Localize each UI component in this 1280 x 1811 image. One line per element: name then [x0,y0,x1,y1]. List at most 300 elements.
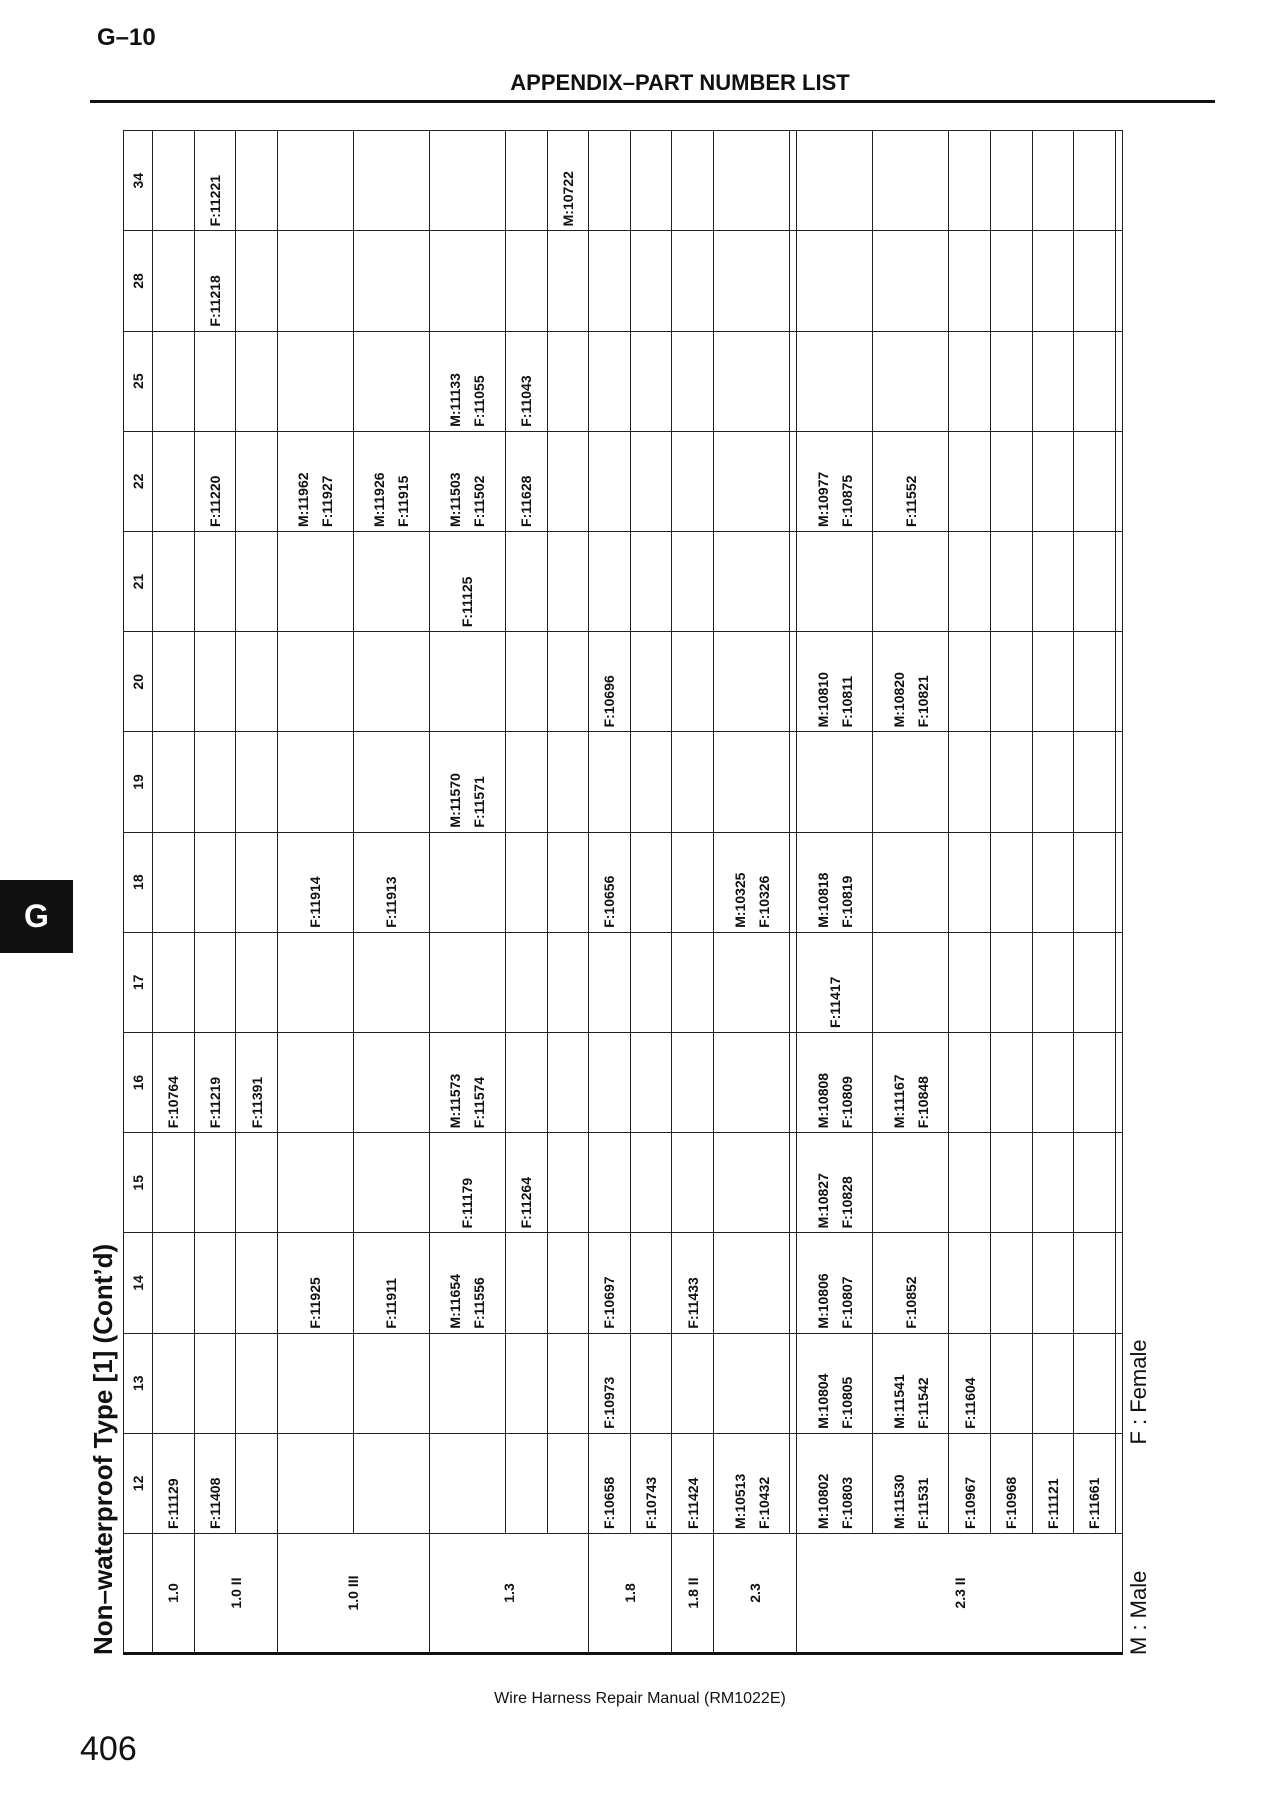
part-number-cell [429,632,505,732]
part-number-cell [1115,1433,1122,1533]
part-number-cell [714,1233,790,1333]
part-number-cell: M:11926 F:11915 [353,431,429,531]
part-number-cell [790,1133,797,1233]
part-number-cell [1115,531,1122,631]
column-header: 34 [124,131,153,231]
part-number-cell: F:10973 [589,1333,631,1433]
part-number-cell [990,1233,1032,1333]
table-row [589,131,631,1654]
part-number-cell [873,932,949,1032]
part-number-cell [630,231,672,331]
table-row [547,131,589,1654]
part-number-cell [429,1333,505,1433]
part-number-cell [505,531,547,631]
part-number-cell [873,131,949,231]
column-header: 21 [124,531,153,631]
part-number-cell [672,131,714,231]
part-number-cell [353,231,429,331]
part-number-cell [1115,1333,1122,1433]
part-number-cell: F:11913 [353,832,429,932]
part-number-cell [1074,732,1116,832]
part-number-cell: F:10764 [153,1032,195,1132]
part-number-cell: M:11530 F:11531 [873,1433,949,1533]
part-number-cell [790,1032,797,1132]
part-number-cell [429,832,505,932]
part-number-cell [153,932,195,1032]
part-number-cell: F:10743 [630,1433,672,1533]
part-number-cell [1115,1032,1122,1132]
part-number-cell: M:11503 F:11502 [429,431,505,531]
part-number-cell [236,231,278,331]
part-number-cell: F:10658 [589,1433,631,1533]
part-number-cell [630,331,672,431]
part-number-cell [505,1032,547,1132]
part-number-cell [1032,331,1074,431]
part-number-cell [672,632,714,732]
column-header: 19 [124,732,153,832]
part-number-cell [1032,1133,1074,1233]
part-number-cell [236,932,278,1032]
part-number-cell [630,832,672,932]
part-number-cell [277,331,353,431]
part-number-cell [236,431,278,531]
part-number-cell [153,1333,195,1433]
part-number-cell: F:11628 [505,431,547,531]
column-header: 16 [124,1032,153,1132]
part-number-cell [1032,632,1074,732]
part-number-cell [714,131,790,231]
part-number-cell [1032,732,1074,832]
column-header: 12 [124,1433,153,1533]
part-number-cell: M:10818 F:10819 [797,832,873,932]
part-number-cell [1032,932,1074,1032]
part-number-cell [547,732,589,832]
legend [1126,1219,1152,1655]
part-number-cell [797,231,873,331]
part-number-cell [194,932,236,1032]
table-row [630,131,672,1654]
part-number-cell [277,1133,353,1233]
table-row [797,131,873,1654]
part-number-cell: M:10806 F:10807 [797,1233,873,1333]
table-row [672,131,714,1654]
header-size-cell [124,1534,153,1654]
part-number-cell [505,1333,547,1433]
part-number-cell [949,732,991,832]
part-number-cell [714,1333,790,1433]
part-number-cell [990,1333,1032,1433]
part-number-cell [277,531,353,631]
part-number-cell [353,1433,429,1533]
part-number-cell: F:11914 [277,832,353,932]
part-number-cell [949,431,991,531]
part-number-cell [630,732,672,832]
part-number-cell [547,1032,589,1132]
part-number-cell [505,932,547,1032]
part-number-cell: M:11167 F:10848 [873,1032,949,1132]
part-number-cell [672,231,714,331]
part-number-cell [589,1133,631,1233]
part-number-cell [589,131,631,231]
wire-size-cell: 2.3 [714,1534,797,1654]
part-number-cell [630,431,672,531]
part-number-cell [505,1233,547,1333]
wire-size-cell: 1.0 [153,1534,195,1654]
part-number-cell [1074,1333,1116,1433]
part-number-cell [1032,1032,1074,1132]
part-number-cell [236,1433,278,1533]
part-number-cell [505,732,547,832]
part-number-cell [547,1233,589,1333]
part-number-cell [714,231,790,331]
column-header: 13 [124,1333,153,1433]
part-number-cell [1032,531,1074,631]
wire-size-cell: 1.8 II [672,1534,714,1654]
part-number-cell [1074,131,1116,231]
part-number-cell [1032,832,1074,932]
wire-size-cell: 1.3 [429,1534,588,1654]
part-number-cell [672,331,714,431]
part-number-cell [547,832,589,932]
part-number-cell [429,1433,505,1533]
table-title: Non–waterproof Type [1] (Cont’d) [88,1243,118,1655]
part-number-cell [949,331,991,431]
part-number-cell [589,932,631,1032]
part-number-cell [1032,1333,1074,1433]
part-number-cell [949,632,991,732]
wire-size-cell: 1.0 II [194,1534,277,1654]
part-number-cell [949,1233,991,1333]
part-number-cell [1074,632,1116,732]
part-number-cell [990,1133,1032,1233]
part-number-cell: F:11264 [505,1133,547,1233]
part-number-cell [505,1433,547,1533]
part-number-cell: F:11220 [194,431,236,531]
part-number-cell: M:10325 F:10326 [714,832,790,932]
part-number-cell: M:11570 F:11571 [429,732,505,832]
part-number-cell [714,331,790,431]
table-row [1074,131,1116,1654]
part-number-table [123,130,1123,1655]
part-number-cell: M:10802 F:10803 [797,1433,873,1533]
part-number-cell [153,1233,195,1333]
part-number-cell [949,932,991,1032]
part-number-cell [873,832,949,932]
part-number-cell: M:11541 F:11542 [873,1333,949,1433]
part-number-cell [1032,131,1074,231]
part-number-cell [714,1133,790,1233]
part-number-cell [714,531,790,631]
part-number-cell [236,331,278,431]
part-number-cell [429,131,505,231]
part-number-cell [547,531,589,631]
part-number-cell [1074,531,1116,631]
part-number-cell: F:11121 [1032,1433,1074,1533]
part-number-cell [790,431,797,531]
part-number-cell [153,231,195,331]
part-number-cell: F:11218 [194,231,236,331]
page-number: 406 [80,1730,137,1768]
part-number-cell: M:10827 F:10828 [797,1133,873,1233]
part-number-cell [790,131,797,231]
part-number-cell [990,632,1032,732]
part-number-cell [277,1433,353,1533]
column-header: 25 [124,331,153,431]
part-number-cell [194,1233,236,1333]
part-number-cell: M:11962 F:11927 [277,431,353,531]
part-number-cell [505,632,547,732]
part-number-cell [790,732,797,832]
part-number-cell [547,231,589,331]
part-number-cell [1115,331,1122,431]
part-number-cell [790,832,797,932]
wire-size-cell: 2.3 II [797,1534,1123,1654]
table-row [353,131,429,1654]
part-number-cell: F:11661 [1074,1433,1116,1533]
table-row [949,131,991,1654]
table-row [505,131,547,1654]
legend-female: F : Female [1126,1339,1151,1445]
part-number-cell [1074,1032,1116,1132]
part-number-cell: F:11433 [672,1233,714,1333]
part-number-cell: F:11219 [194,1032,236,1132]
section-tab: G [0,880,73,953]
part-number-cell [547,1433,589,1533]
part-number-cell [790,1433,797,1533]
part-number-cell [790,1233,797,1333]
part-number-cell [990,1032,1032,1132]
part-number-cell [589,331,631,431]
part-number-cell: M:11654 F:11556 [429,1233,505,1333]
part-number-cell [714,1032,790,1132]
part-number-cell [277,231,353,331]
part-number-cell [236,732,278,832]
part-number-cell [1115,431,1122,531]
part-number-cell [797,531,873,631]
column-header: 14 [124,1233,153,1333]
footer-text: Wire Harness Repair Manual (RM1022E) [494,1690,786,1707]
part-number-cell [153,1133,195,1233]
part-number-cell [1115,632,1122,732]
part-number-cell [589,231,631,331]
part-number-cell [153,832,195,932]
part-number-cell [990,431,1032,531]
part-number-cell: F:10968 [990,1433,1032,1533]
part-number-cell [873,531,949,631]
page-code: G–10 [97,24,156,51]
column-header: 20 [124,632,153,732]
part-number-cell [194,632,236,732]
part-number-cell [790,1333,797,1433]
part-number-cell [153,632,195,732]
part-number-cell [547,932,589,1032]
part-number-cell: F:11417 [797,932,873,1032]
part-number-cell [236,131,278,231]
table-header-row [124,131,153,1654]
part-number-cell [353,932,429,1032]
part-number-cell: F:11129 [153,1433,195,1533]
part-number-cell [630,932,672,1032]
part-number-cell [797,331,873,431]
part-number-cell [714,632,790,732]
part-number-cell [714,932,790,1032]
part-number-cell [672,732,714,832]
part-number-cell: M:11573 F:11574 [429,1032,505,1132]
column-header: 18 [124,832,153,932]
part-number-cell [236,1233,278,1333]
part-number-cell [1032,231,1074,331]
table-row [790,131,797,1654]
part-number-cell [153,732,195,832]
part-number-cell [949,231,991,331]
part-number-cell [1074,331,1116,431]
part-number-cell [194,732,236,832]
part-number-cell [790,331,797,431]
part-number-cell [353,131,429,231]
part-number-cell: F:11604 [949,1333,991,1433]
table-row [1115,131,1122,1654]
part-number-cell [1115,131,1122,231]
part-number-cell [949,1032,991,1132]
part-number-cell [505,832,547,932]
part-number-cell [194,832,236,932]
part-number-cell: M:11133 F:11055 [429,331,505,431]
part-number-cell [547,331,589,431]
part-number-cell [990,732,1032,832]
part-number-cell [949,832,991,932]
part-number-cell [153,431,195,531]
part-number-cell [1074,932,1116,1032]
part-number-cell [1032,431,1074,531]
part-number-cell [672,1133,714,1233]
part-number-cell [505,231,547,331]
part-number-cell [672,431,714,531]
part-number-cell [797,732,873,832]
part-number-cell: F:10967 [949,1433,991,1533]
part-number-cell [236,632,278,732]
part-number-cell: F:10697 [589,1233,631,1333]
part-number-cell: F:11911 [353,1233,429,1333]
part-number-cell [1115,231,1122,331]
part-number-cell [1115,1233,1122,1333]
part-number-cell [277,732,353,832]
table-row [277,131,353,1654]
part-number-cell [589,1032,631,1132]
part-number-cell [672,832,714,932]
part-number-cell: M:10513 F:10432 [714,1433,790,1533]
part-number-cell: F:11408 [194,1433,236,1533]
part-number-cell [949,531,991,631]
part-number-cell [589,732,631,832]
part-number-cell [1074,431,1116,531]
part-number-cell: F:11125 [429,531,505,631]
part-number-cell [990,331,1032,431]
part-number-cell [429,231,505,331]
part-number-cell [429,932,505,1032]
part-number-cell [353,632,429,732]
rotated-table-area [88,130,1151,1655]
legend-male: M : Male [1126,1570,1151,1655]
part-number-cell [790,231,797,331]
part-number-cell: F:11552 [873,431,949,531]
part-number-cell [353,1333,429,1433]
column-header: 28 [124,231,153,331]
part-number-cell [236,1133,278,1233]
part-number-cell [949,1133,991,1233]
part-number-cell: F:11391 [236,1032,278,1132]
part-number-cell: F:11925 [277,1233,353,1333]
part-number-cell [353,531,429,631]
part-number-cell [630,1233,672,1333]
header-rule [90,100,1215,103]
part-number-cell [353,1032,429,1132]
part-number-cell [990,932,1032,1032]
table-row [236,131,278,1654]
part-number-cell: F:10696 [589,632,631,732]
part-number-cell [153,331,195,431]
part-number-cell [547,1133,589,1233]
part-number-cell [873,732,949,832]
part-number-cell [1115,832,1122,932]
table-row [873,131,949,1654]
wire-size-cell: 1.0 III [277,1534,429,1654]
part-number-cell [790,632,797,732]
part-number-cell [1115,732,1122,832]
part-number-cell: M:10722 [547,131,589,231]
part-number-cell [194,1133,236,1233]
part-number-cell [873,231,949,331]
table-row [1032,131,1074,1654]
part-number-cell [990,531,1032,631]
part-number-cell [990,832,1032,932]
part-number-cell [236,1333,278,1433]
part-number-cell [505,131,547,231]
part-number-cell [194,531,236,631]
part-number-cell [1074,832,1116,932]
part-number-cell [672,1032,714,1132]
part-number-cell [1032,1233,1074,1333]
part-number-cell [1074,1133,1116,1233]
part-number-cell [589,531,631,631]
part-number-cell [547,431,589,531]
part-number-cell [236,832,278,932]
table-row [429,131,505,1654]
part-number-cell [277,932,353,1032]
part-number-cell [1115,1133,1122,1233]
part-number-cell [1115,932,1122,1032]
part-number-cell [277,131,353,231]
wire-size-cell: 1.8 [589,1534,672,1654]
part-number-cell [547,1333,589,1433]
part-number-cell: M:10810 F:10811 [797,632,873,732]
part-number-cell [277,632,353,732]
part-number-cell [990,231,1032,331]
table-row [194,131,236,1654]
part-number-cell [672,1333,714,1433]
part-number-cell [873,331,949,431]
part-number-cell [277,1333,353,1433]
part-number-cell [353,732,429,832]
part-number-cell [153,531,195,631]
header-title: APPENDIX–PART NUMBER LIST [510,70,850,95]
part-number-cell: F:11179 [429,1133,505,1233]
part-number-cell: M:10804 F:10805 [797,1333,873,1433]
part-number-cell: F:10852 [873,1233,949,1333]
part-number-cell [790,932,797,1032]
part-number-cell [236,531,278,631]
part-number-cell [714,431,790,531]
column-header: 22 [124,431,153,531]
